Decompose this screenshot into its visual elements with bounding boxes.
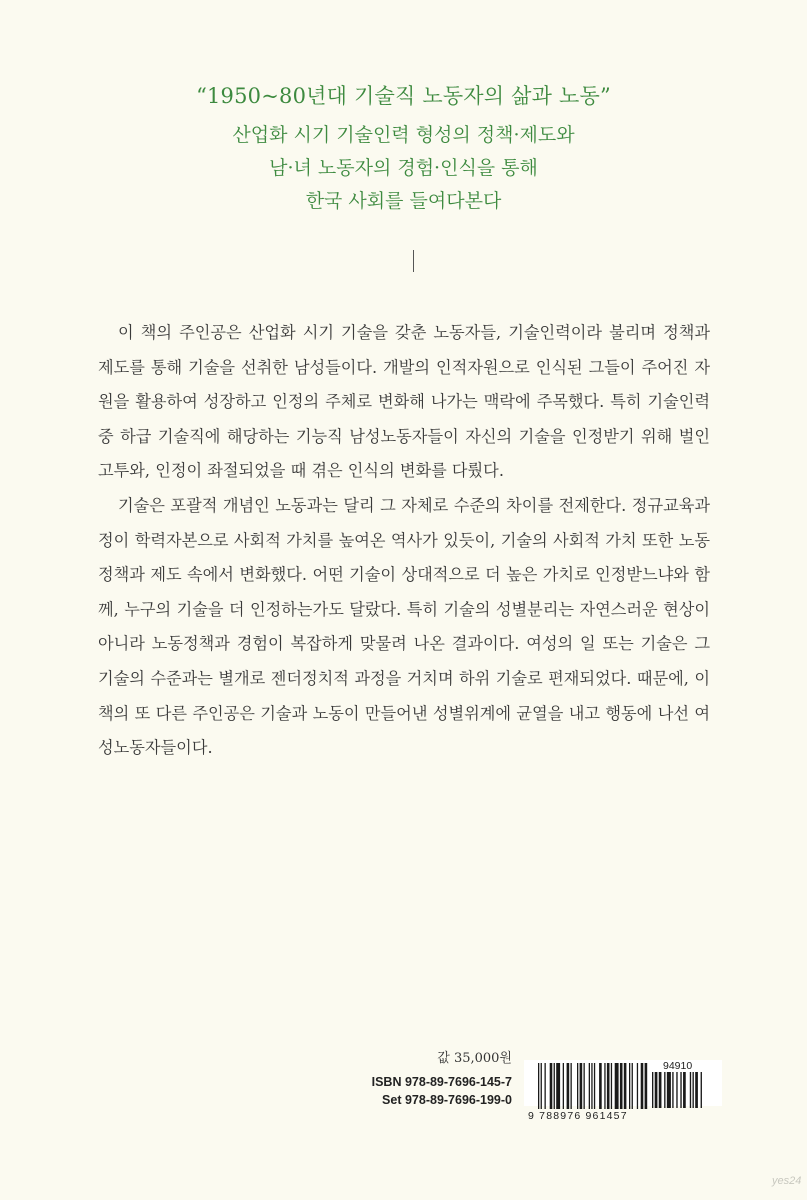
barcode-bar xyxy=(676,1072,677,1108)
subtitle-line: 남·녀 노동자의 경험·인식을 통해 xyxy=(269,157,538,179)
subtitle-line: 한국 사회를 들여다본다 xyxy=(305,190,502,212)
barcode-bar xyxy=(680,1072,681,1108)
barcode-bar xyxy=(591,1063,592,1109)
isbn-label: ISBN 978-89-7696-145-7 xyxy=(371,1075,512,1089)
barcode-bar xyxy=(571,1063,572,1109)
subtitle-line: 산업화 시기 기술인력 형성의 정책·제도와 xyxy=(232,124,575,146)
barcode-bar xyxy=(594,1063,595,1109)
barcode-bar xyxy=(655,1072,658,1108)
barcode-bar xyxy=(690,1072,691,1108)
barcode-bar xyxy=(567,1063,570,1109)
barcode-bar xyxy=(664,1072,665,1108)
barcode-bar xyxy=(641,1063,644,1109)
barcode-bar xyxy=(604,1063,605,1109)
barcode-number: 9 788976 961457 xyxy=(528,1110,628,1122)
barcode-main-bars xyxy=(538,1063,648,1113)
barcode-bar xyxy=(620,1063,623,1109)
barcode-bar xyxy=(538,1063,539,1109)
barcode-bar xyxy=(611,1063,612,1109)
vertical-divider xyxy=(413,250,414,272)
barcode-bar xyxy=(667,1072,671,1108)
barcode-bar xyxy=(629,1063,630,1109)
barcode-bar xyxy=(545,1063,546,1109)
barcode-bar xyxy=(632,1063,633,1109)
barcode-bar xyxy=(556,1063,560,1109)
barcode-bar xyxy=(701,1072,702,1108)
barcode-bar xyxy=(695,1072,698,1108)
barcode-bar xyxy=(637,1063,638,1109)
barcode-bar xyxy=(541,1063,542,1109)
barcode-bar xyxy=(652,1072,653,1108)
barcode-bar xyxy=(683,1072,686,1108)
barcode-bar xyxy=(672,1072,673,1108)
body-paragraph: 이 책의 주인공은 산업화 시기 기술을 갖춘 노동자들, 기술인력이라 불리며 정책과 제도를 통해 기술을 선취한 남성들이다. 개발의 인적자원으로 인식된 그들이 주어진 자원을 활용하여 성장하고 인정의 주체로 변화해 나가는 맥락에 주목했다. 특히 기술인력 중 하급 기술직에 해당하는 기능직 남성노동자들이 자신의 기술을 인정받기 위해 벌인 고투와, 인정이 좌절되었을 때 겪은 인식의 변화를 다뤘다. xyxy=(98,323,710,481)
barcode-bar xyxy=(659,1072,662,1108)
watermark-logo: yes24 xyxy=(772,1175,802,1187)
barcode-bar xyxy=(599,1063,602,1109)
barcode-bar xyxy=(645,1063,648,1109)
barcode-addon-number: 94910 xyxy=(663,1060,693,1072)
body-paragraph: 기술은 포괄적 개념인 노동과는 달리 그 자체로 수준의 차이를 전제한다. 정규교육과정이 학력자본으로 사회적 가치를 높여온 역사가 있듯이, 기술의 사회적 가치 또한 노동정책과 제도 속에서 변화했다. 어떤 기술이 상대적으로 더 높은 가치로 인정받느냐와 함께, 누구의 기술을 더 인정하는가도 달랐다. 특히 기술의 성별분리는 자연스러운 현상이 아니라 노동정책과 경험이 복잡하게 맞물려 나온 결과이다. 여성의 일 또는 기술은 그 기술의 수준과는 별개로 젠더정치적 과정을 거치며 하위 기술로 편재되었다. 때문에, 이 책의 또 다른 주인공은 기술과 노동이 만들어낸 성별위계에 균열을 내고 행동에 나선 여성노동자들이다. xyxy=(98,495,711,758)
barcode-bar xyxy=(615,1063,619,1109)
barcode-bar xyxy=(589,1063,590,1109)
barcode-bar xyxy=(693,1072,694,1108)
cover-headline: “1950~80년대 기술직 노동자의 삶과 노동” xyxy=(196,84,611,108)
barcode-bar xyxy=(580,1063,583,1109)
body-text xyxy=(98,316,710,766)
barcode-bar xyxy=(624,1063,627,1109)
barcode-bar xyxy=(577,1063,578,1109)
barcode-addon-bars xyxy=(652,1072,710,1108)
price-label: 값 35,000원 xyxy=(437,1051,512,1066)
barcode-bar xyxy=(563,1063,564,1109)
barcode-bar xyxy=(607,1063,610,1109)
barcode-bar xyxy=(550,1063,553,1109)
set-isbn-label: Set 978-89-7696-199-0 xyxy=(382,1093,512,1107)
barcode-bar xyxy=(554,1063,555,1109)
barcode-bar xyxy=(584,1063,585,1109)
